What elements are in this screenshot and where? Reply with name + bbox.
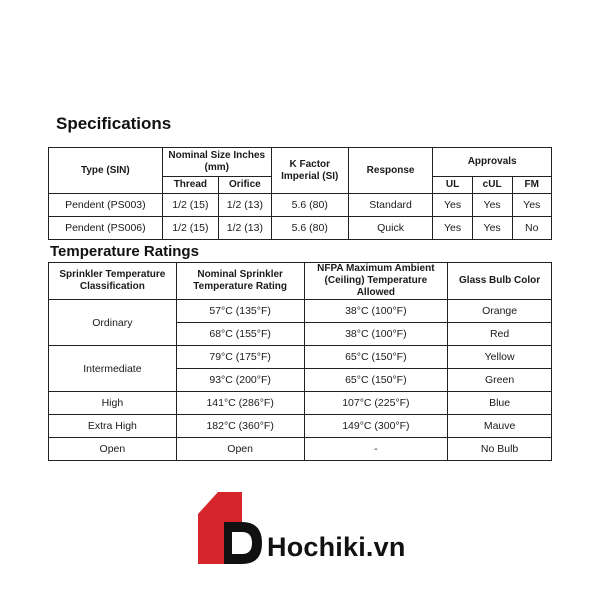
cell-k-factor: 5.6 (80) [271,217,348,240]
header-orifice: Orifice [219,177,272,194]
cell-ul: Yes [433,194,472,217]
cell-thread: 1/2 (15) [162,217,218,240]
cell-bulb-color: Mauve [448,415,552,438]
table-row [49,392,552,415]
header-bulb-color: Glass Bulb Color [448,263,552,300]
table-row [49,415,552,438]
cell-bulb-color: No Bulb [448,438,552,461]
ratings-header-row [49,263,552,300]
cell-bulb-color: Yellow [448,346,552,369]
cell-classification: High [49,392,177,415]
header-approvals: Approvals [433,148,552,177]
cell-type: Pendent (PS006) [49,217,163,240]
cell-rating: 79°C (175°F) [176,346,304,369]
header-classification: Sprinkler Temperature Classification [49,263,177,300]
cell-rating: Open [176,438,304,461]
cell-thread: 1/2 (15) [162,194,218,217]
cell-rating: 182°C (360°F) [176,415,304,438]
cell-cul: Yes [472,194,512,217]
cell-rating: 57°C (135°F) [176,300,304,323]
cell-k-factor: 5.6 (80) [271,194,348,217]
cell-classification: Ordinary [49,300,177,346]
cell-type: Pendent (PS003) [49,194,163,217]
cell-classification: Intermediate [49,346,177,392]
header-type: Type (SIN) [49,148,163,194]
specifications-table [48,147,552,240]
cell-bulb-color: Blue [448,392,552,415]
temperature-ratings-heading: Temperature Ratings [50,243,199,260]
cell-bulb-color: Orange [448,300,552,323]
cell-classification: Open [49,438,177,461]
header-nominal-size: Nominal Size Inches (mm) [162,148,271,177]
table-row [49,346,552,369]
header-thread: Thread [162,177,218,194]
cropped-section-heading: Specifications [56,114,172,133]
cell-ambient: - [304,438,448,461]
cell-ambient: 65°C (150°F) [304,369,448,392]
cell-fm: Yes [512,194,552,217]
cell-ambient: 65°C (150°F) [304,346,448,369]
cell-ambient: 149°C (300°F) [304,415,448,438]
cell-rating: 68°C (155°F) [176,323,304,346]
hochiki-logo-icon [198,492,262,564]
cell-bulb-color: Green [448,369,552,392]
header-ul: UL [433,177,472,194]
specs-header-row [49,148,552,177]
header-response: Response [348,148,433,194]
cell-orifice: 1/2 (13) [219,217,272,240]
table-row [49,438,552,461]
cell-orifice: 1/2 (13) [219,194,272,217]
header-fm: FM [512,177,552,194]
header-k-factor: K Factor Imperial (SI) [271,148,348,194]
cell-rating: 141°C (286°F) [176,392,304,415]
hochiki-logo-text: Hochiki.vn [267,532,406,562]
temperature-ratings-table [48,262,552,461]
cell-response: Standard [348,194,433,217]
hochiki-logo [198,492,418,564]
cell-cul: Yes [472,217,512,240]
cell-ambient: 107°C (225°F) [304,392,448,415]
header-cul: cUL [472,177,512,194]
cell-classification: Extra High [49,415,177,438]
table-row [49,300,552,323]
header-rating: Nominal Sprinkler Temperature Rating [176,263,304,300]
table-row [49,194,552,217]
cell-response: Quick [348,217,433,240]
cell-bulb-color: Red [448,323,552,346]
header-ambient: NFPA Maximum Ambient (Ceiling) Temperature Allowed [304,263,448,300]
table-row [49,217,552,240]
cell-rating: 93°C (200°F) [176,369,304,392]
cell-ambient: 38°C (100°F) [304,300,448,323]
cell-ul: Yes [433,217,472,240]
cell-ambient: 38°C (100°F) [304,323,448,346]
cell-fm: No [512,217,552,240]
